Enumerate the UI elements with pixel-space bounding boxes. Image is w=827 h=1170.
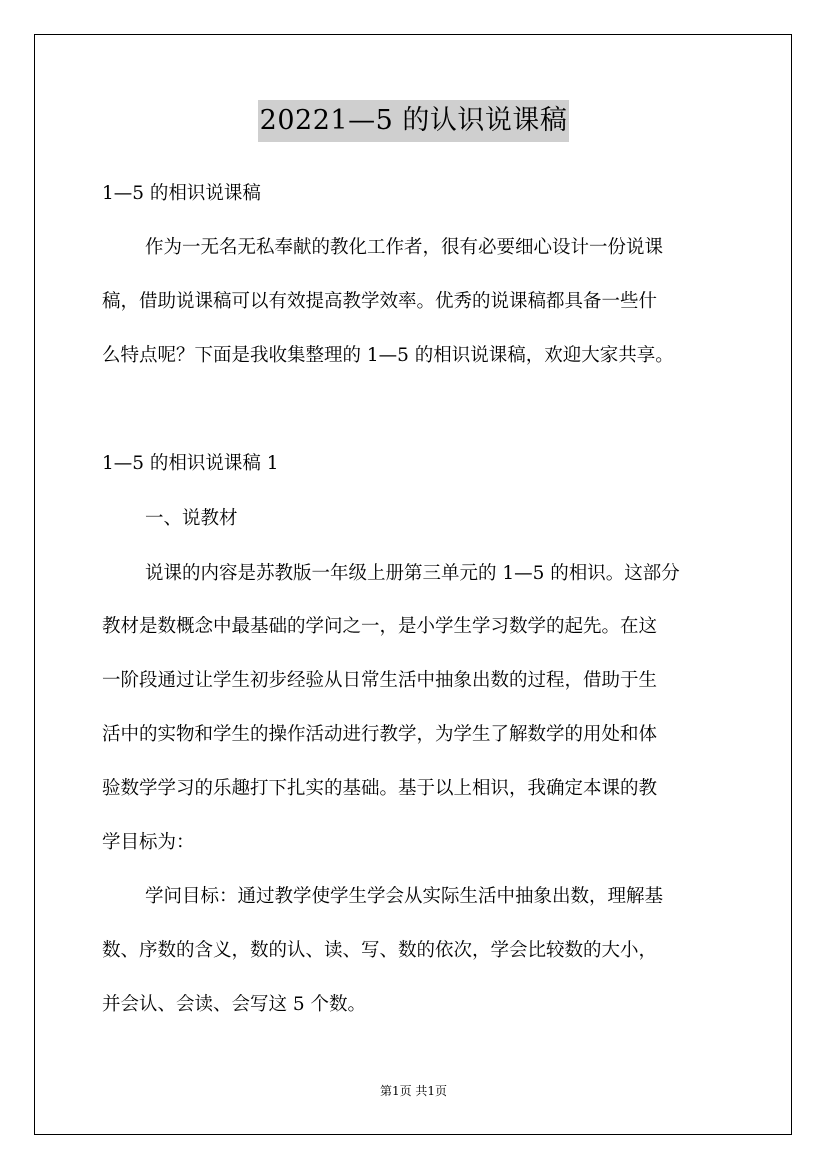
paragraph-line: 学问目标：通过教学使学生学会从实际生活中抽象出数，理解基 bbox=[145, 886, 664, 907]
title-container bbox=[0, 100, 827, 142]
intro-line: 么特点呢？下面是我收集整理的 1—5 的相识说课稿，欢迎大家共享。 bbox=[102, 345, 674, 366]
page-footer: 第1页 共1页 bbox=[379, 1084, 448, 1098]
paragraph-line: 验数学学习的乐趣打下扎实的基础。基于以上相识，我确定本课的教 bbox=[102, 778, 658, 799]
intro-line: 稿，借助说课稿可以有效提高教学效率。优秀的说课稿都具备一些什 bbox=[102, 291, 658, 312]
paragraph-line: 一阶段通过让学生初步经验从日常生活中抽象出数的过程，借助于生 bbox=[102, 670, 658, 691]
document-title: 20221—5 的认识说课稿 bbox=[258, 100, 570, 142]
intro-line: 作为一无名无私奉献的教化工作者，很有必要细心设计一份说课 bbox=[145, 237, 664, 258]
paragraph-line: 活中的实物和学生的操作活动进行教学，为学生了解数学的用处和体 bbox=[102, 724, 658, 745]
paragraph-line: 教材是数概念中最基础的学问之一，是小学生学习数学的起先。在这 bbox=[102, 616, 658, 637]
sub-heading: 一、说教材 bbox=[145, 508, 238, 529]
paragraph-line: 数、序数的含义，数的认、读、写、数的依次，学会比较数的大小， bbox=[102, 940, 658, 961]
paragraph-line: 说课的内容是苏教版一年级上册第三单元的 1—5 的相识。这部分 bbox=[145, 563, 680, 584]
subtitle: 1—5 的相识说课稿 bbox=[102, 183, 261, 204]
paragraph-line: 学目标为： bbox=[102, 832, 195, 853]
section-heading: 1—5 的相识说课稿 1 bbox=[102, 453, 279, 474]
paragraph-line: 并会认、会读、会写这 5 个数。 bbox=[102, 994, 367, 1015]
